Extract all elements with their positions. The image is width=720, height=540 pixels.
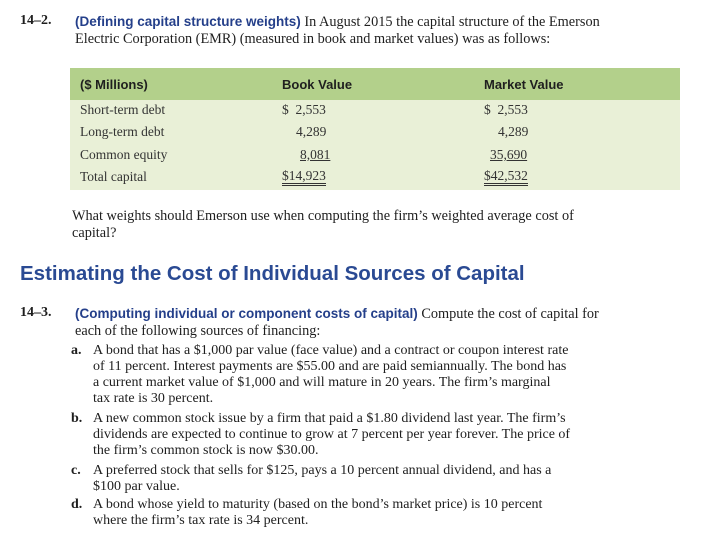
problem-14-2-intro <box>75 14 600 30</box>
item-a-line: tax rate is 30 percent. <box>93 391 214 406</box>
problem-number-14-3: 14–3. <box>20 305 52 320</box>
row-market-total-capital: $42,532 <box>484 169 528 186</box>
row-label-long-term-debt: Long-term debt <box>80 124 165 139</box>
problem-14-2-question-line1: What weights should Emerson use when computing the firm’s weighted average cost of <box>72 208 574 224</box>
row-book-short-term-debt: $ 2,553 <box>282 102 326 117</box>
row-book-common-equity: 8,081 <box>300 147 331 162</box>
header-market-value: Market Value <box>484 77 564 92</box>
problem-14-3-intro-line2: each of the following sources of financing: <box>75 323 321 339</box>
row-label-total-capital: Total capital <box>80 169 147 184</box>
capital-structure-table <box>70 68 680 190</box>
item-d-line: where the firm’s tax rate is 34 percent. <box>93 513 309 528</box>
item-b-line: dividends are expected to continue to grow at 7 percent per year forever. The price of <box>93 427 571 442</box>
row-label-common-equity: Common equity <box>80 147 168 162</box>
problem-14-2-intro-text: In August 2015 the capital structure of the Emerson <box>304 14 600 30</box>
row-market-common-equity: 35,690 <box>490 147 528 162</box>
item-a-line: A bond that has a $1,000 par value (face value) and a contract or coupon interest rate <box>93 343 569 358</box>
item-c-line: A preferred stock that sells for $125, pays a 10 percent annual dividend, and has a <box>93 463 552 478</box>
problem-number-14-2: 14–2. <box>20 13 52 28</box>
row-book-long-term-debt: 4,289 <box>296 124 327 139</box>
section-title: Estimating the Cost of Individual Sources of Capital <box>20 262 525 285</box>
item-b-letter: b. <box>71 411 83 426</box>
header-book-value: Book Value <box>282 77 353 92</box>
item-a-line: of 11 percent. Interest payments are $55.00 and are paid semiannually. The bond has <box>93 359 567 374</box>
row-book-total-capital: $14,923 <box>282 169 326 186</box>
table-header-row <box>70 68 680 100</box>
item-d-line: A bond whose yield to maturity (based on the bond’s market price) is 10 percent <box>93 497 543 512</box>
item-b-line: A new common stock issue by a firm that paid a $1.80 dividend last year. The firm’s <box>93 411 566 426</box>
problem-14-3-intro-text: Compute the cost of capital for <box>421 306 599 322</box>
problem-14-2-question-line2: capital? <box>72 225 117 241</box>
item-c-line: $100 par value. <box>93 479 180 494</box>
problem-14-3-lead: (Computing individual or component costs of capital) <box>75 306 418 321</box>
row-label-short-term-debt: Short-term debt <box>80 102 166 117</box>
item-b-line: the firm’s common stock is now $30.00. <box>93 443 319 458</box>
item-a-letter: a. <box>71 343 82 358</box>
row-market-long-term-debt: 4,289 <box>498 124 529 139</box>
problem-14-2-intro-line2: Electric Corporation (EMR) (measured in book and market values) was as follows: <box>75 31 551 47</box>
problem-14-3-intro <box>75 306 599 322</box>
item-a-line: a current market value of $1,000 and will mature in 20 years. The firm’s marginal <box>93 375 551 390</box>
problem-14-2-lead: (Defining capital structure weights) <box>75 14 301 29</box>
header-millions: ($ Millions) <box>80 77 148 92</box>
item-c-letter: c. <box>71 463 81 478</box>
item-d-letter: d. <box>71 497 83 512</box>
row-market-short-term-debt: $ 2,553 <box>484 102 528 117</box>
